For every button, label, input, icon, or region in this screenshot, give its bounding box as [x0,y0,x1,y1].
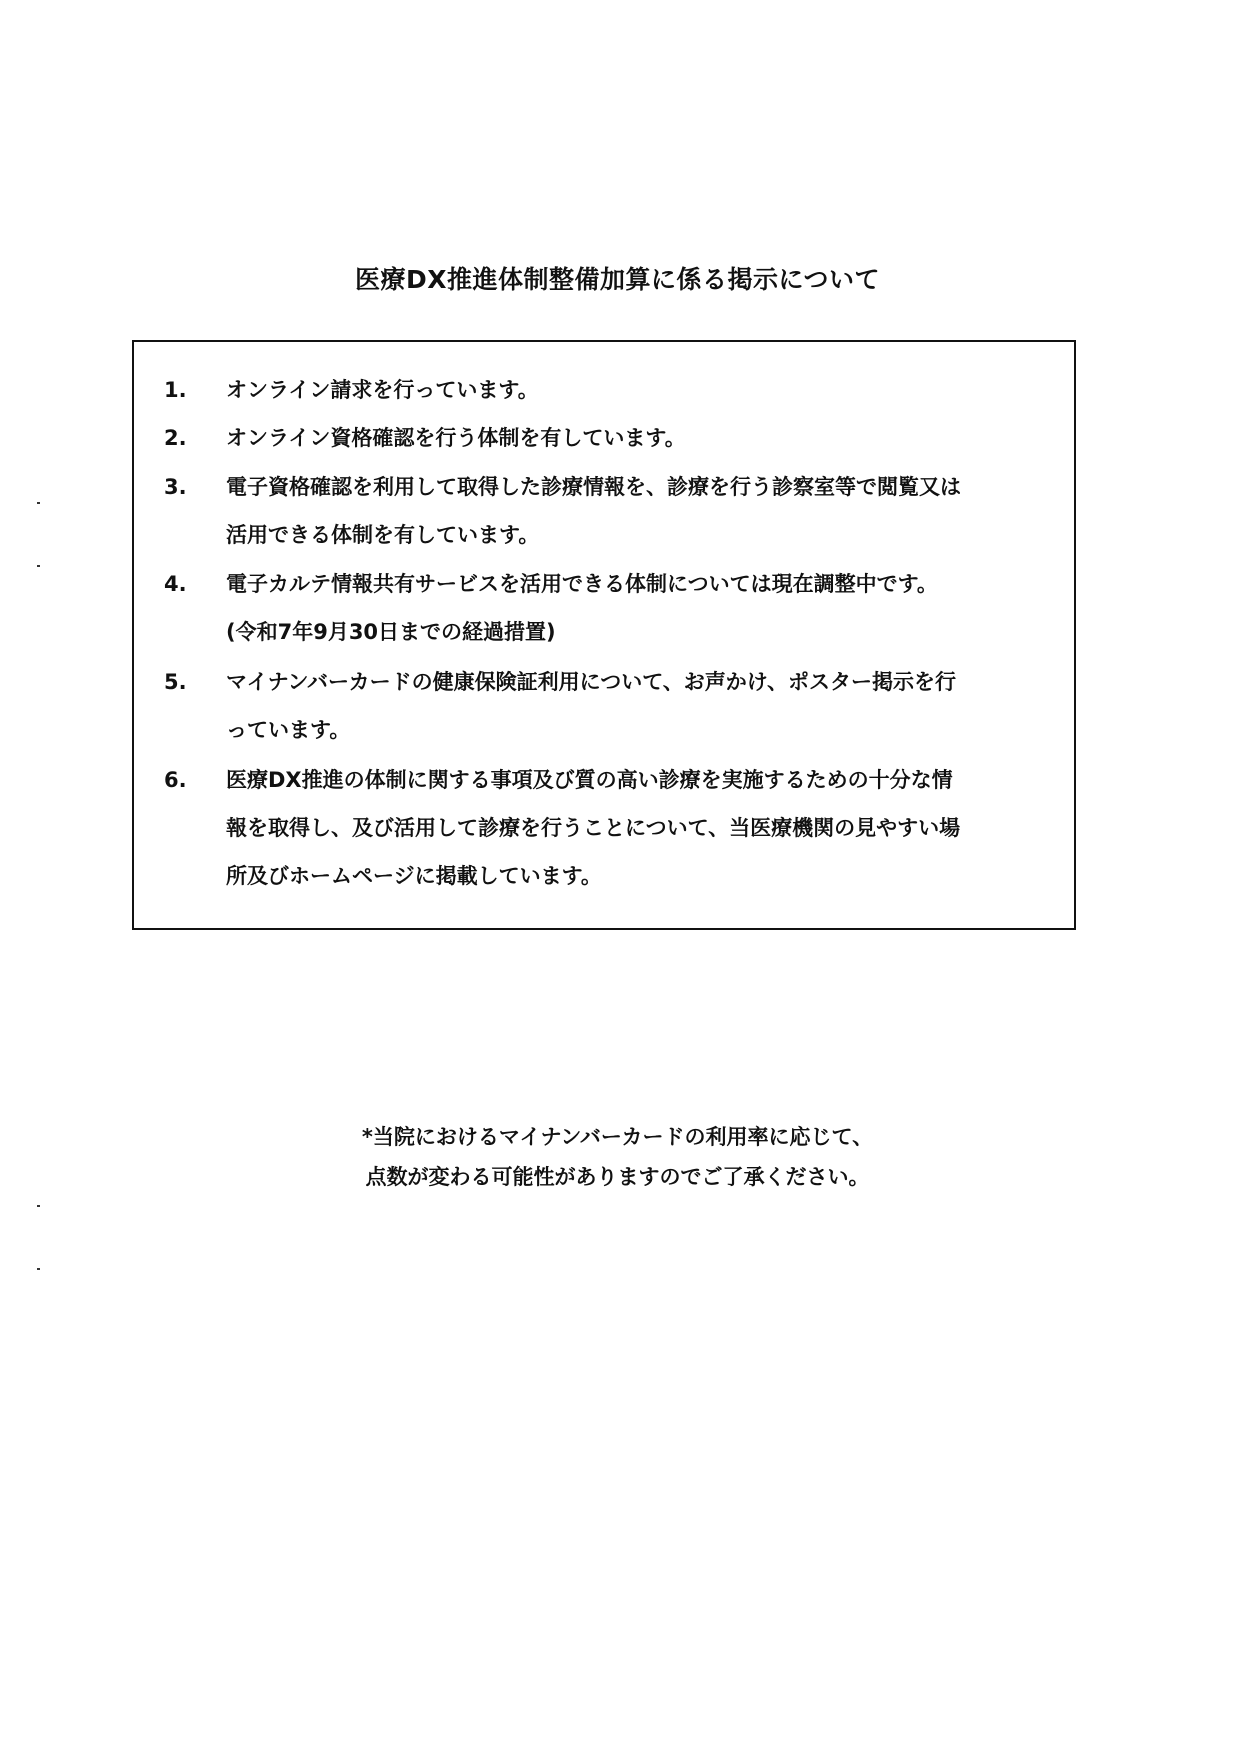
item-number: 1. [164,378,187,402]
list-item [164,560,1054,656]
item-text-line: オンライン請求を行っています。 [226,378,539,402]
item-text-line: オンライン資格確認を行う体制を有しています。 [226,426,686,450]
notice-box [132,340,1076,930]
footnote-line: 点数が変わる可能性がありますのでご了承ください。 [365,1165,870,1189]
scan-speck [37,502,40,504]
item-text-line: 医療DX推進の体制に関する事項及び質の高い診療を実施するための十分な情 [226,768,953,792]
scan-speck [37,1268,40,1270]
item-number: 4. [164,572,187,596]
item-number: 6. [164,768,187,792]
item-text-line: 電子カルテ情報共有サービスを活用できる体制については現在調整中です。 [226,572,938,596]
list-item [164,463,1054,559]
footnote [0,1117,1235,1197]
item-text-line: 電子資格確認を利用して取得した診療情報を、診療を行う診察室等で閲覧又は [226,475,961,499]
item-text-line: 活用できる体制を有しています。 [226,523,540,547]
list-item [164,756,1054,900]
list-item [164,658,1054,754]
item-number: 2. [164,426,187,450]
scan-speck [37,565,40,567]
item-text-line: っています。 [226,718,351,742]
list-item [164,366,1054,414]
footnote-line: *当院におけるマイナンバーカードの利用率に応じて、 [361,1125,874,1149]
item-text-line: 所及びホームページに掲載しています。 [226,864,602,888]
item-number: 5. [164,670,187,694]
item-text-line: 報を取得し、及び活用して診療を行うことについて、当医療機関の見やすい場 [226,816,961,840]
list-item [164,414,1054,462]
page-title: 医療DX推進体制整備加算に係る掲示について [354,265,881,294]
scan-speck [37,1205,40,1207]
item-text-line: (令和7年9月30日までの経過措置) [226,620,556,644]
item-text-line: マイナンバーカードの健康保険証利用について、お声かけ、ポスター掲示を行 [226,670,956,694]
item-number: 3. [164,475,187,499]
